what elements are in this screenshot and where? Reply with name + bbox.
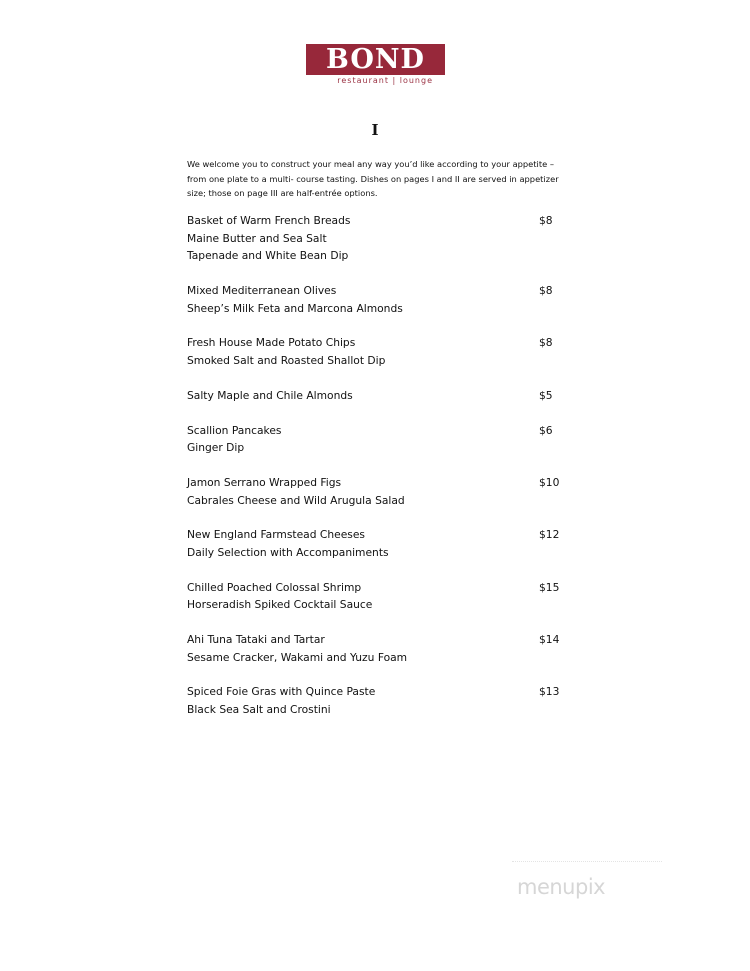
menu-item: [187, 212, 567, 265]
watermark-divider: [512, 861, 662, 863]
menu-item-name: Salty Maple and Chile Almonds: [187, 388, 353, 402]
menu-item-name: New England Farmstead Cheeses: [187, 528, 365, 542]
menu-item-name: Fresh House Made Potato Chips: [187, 336, 356, 350]
menu-item-detail: Sesame Cracker, Wakami and Yuzu Foam: [187, 650, 408, 664]
menu-item-detail: Sheep’s Milk Feta and Marcona Almonds: [187, 301, 403, 315]
logo-band: [306, 44, 445, 75]
page-number: I: [371, 121, 379, 139]
menu-item: [187, 631, 567, 666]
menu-item-detail: Tapenade and White Bean Dip: [187, 249, 349, 263]
menu-item-name: Ahi Tuna Tataki and Tartar: [187, 633, 325, 646]
menu-item-detail: Horseradish Spiked Cocktail Sauce: [187, 598, 373, 612]
watermark: menupix: [517, 875, 606, 899]
menu-item: [187, 282, 567, 317]
menu-item-name: Spiced Foie Gras with Quince Paste: [187, 685, 376, 699]
menu-item-name: Scallion Pancakes: [187, 423, 282, 437]
menu-item-price: $12: [539, 528, 560, 542]
menu-item-price: $14: [539, 633, 560, 646]
menu-item-detail: Daily Selection with Accompaniments: [187, 545, 389, 559]
menu-list: [187, 212, 567, 736]
menu-item-price: $10: [539, 475, 560, 489]
menu-item: [187, 526, 567, 561]
menu-item-price: $6: [539, 423, 553, 437]
restaurant-logo: [306, 44, 445, 85]
menu-item: [187, 334, 567, 369]
menu-item-name: Chilled Poached Colossal Shrimp: [187, 580, 362, 594]
menu-item-detail: Smoked Salt and Roasted Shallot Dip: [187, 354, 386, 368]
menu-item-price: $8: [539, 336, 553, 350]
menu-item-price: $8: [539, 284, 553, 298]
menu-item: [187, 474, 567, 509]
menu-item-detail: Cabrales Cheese and Wild Arugula Salad: [187, 493, 405, 507]
menu-item-price: $13: [539, 685, 560, 699]
menu-item-name: Basket of Warm French Breads: [187, 214, 351, 227]
menu-item: [187, 387, 567, 405]
menu-item: [187, 683, 567, 718]
menu-item-detail: Maine Butter and Sea Salt: [187, 231, 327, 245]
menu-item: [187, 579, 567, 614]
menu-item-price: $5: [539, 388, 553, 402]
menu-item-name: Jamon Serrano Wrapped Figs: [187, 475, 342, 489]
intro-paragraph: We welcome you to construct your meal any way you’d like according to your appetite – from one plate to a multi- course tasting. Dishes on pages I and II are served in appetizer size; those on page III are half-entrée options.: [187, 159, 559, 198]
logo-tagline: restaurant | lounge: [337, 76, 433, 85]
menu-item-name: Mixed Mediterranean Olives: [187, 284, 337, 298]
logo-wordmark: BOND: [326, 44, 425, 75]
menu-item-detail: Black Sea Salt and Crostini: [187, 703, 331, 717]
menu-item-detail: Ginger Dip: [187, 441, 245, 455]
menu-item-price: $8: [539, 214, 553, 227]
menu-item-price: $15: [539, 580, 560, 594]
menu-item: [187, 422, 567, 457]
